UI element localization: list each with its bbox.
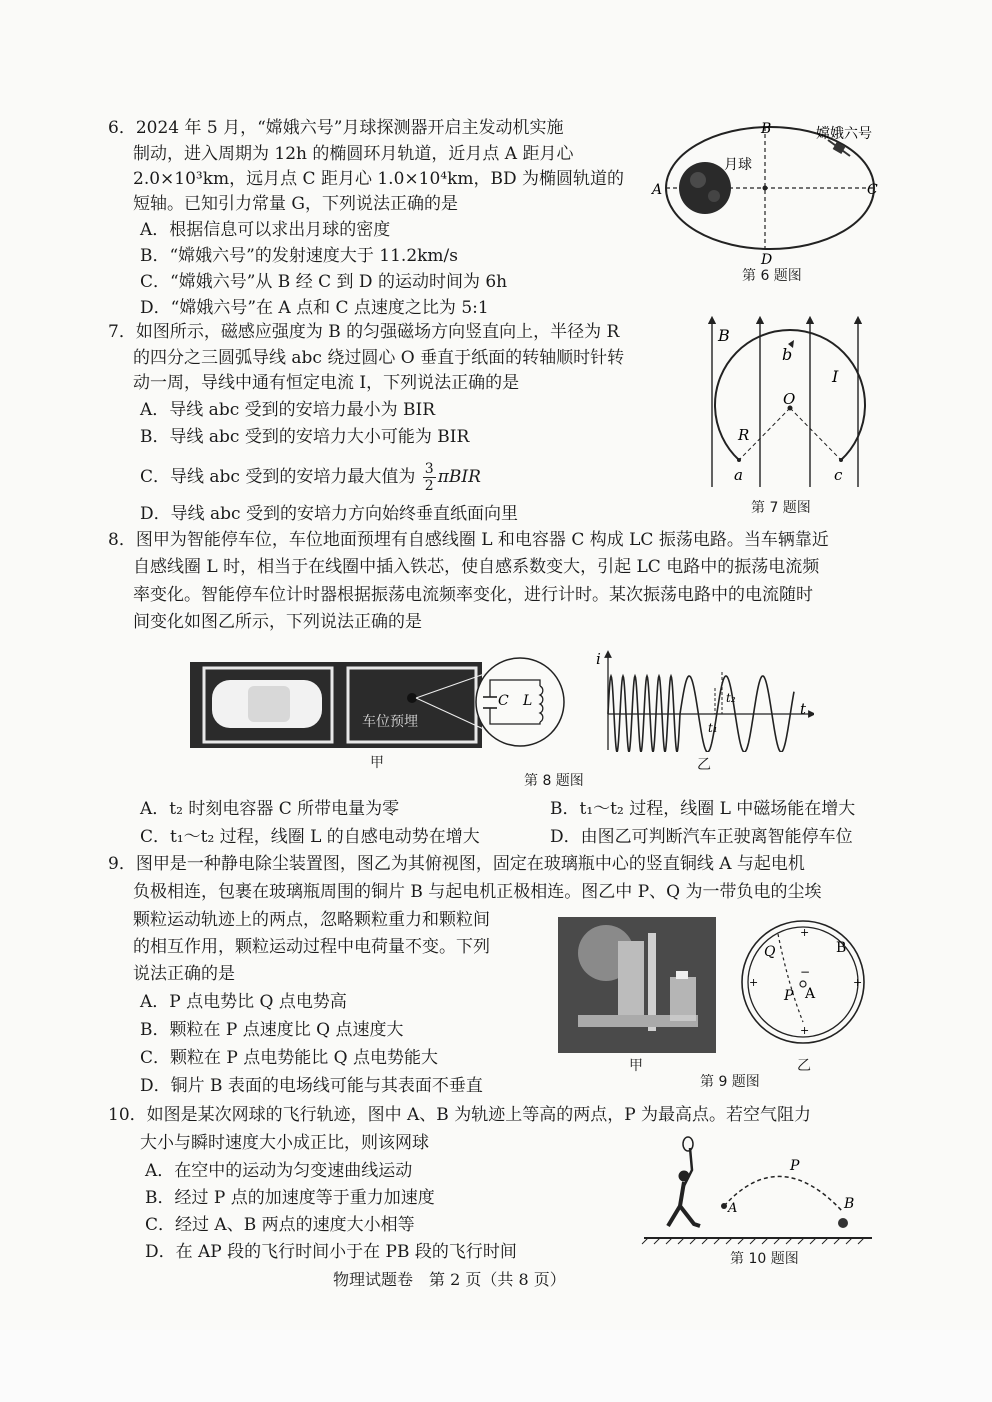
label-a-point: a (734, 466, 743, 484)
q9-caption: 第 9 题图 (700, 1074, 760, 1090)
q7-line-1: 7．如图所示，磁感应强度为 B 的匀强磁场方向竖直向上，半径为 R (108, 322, 620, 342)
q8-current-graph (594, 648, 814, 752)
q8-option-a: A．t₂ 时刻电容器 C 所带电量为零 (140, 799, 400, 819)
tennis-ball-icon (838, 1218, 848, 1228)
q6-option-c: C．“嫦娥六号”从 B 经 C 到 D 的运动时间为 6h (140, 272, 508, 292)
q6-option-a: A．根据信息可以求出月球的密度 (140, 220, 391, 240)
label-p: P (784, 988, 794, 1004)
sensor-icon (407, 693, 417, 703)
q10-caption: 第 10 题图 (730, 1251, 799, 1267)
tennis-player-icon (668, 1137, 700, 1226)
label-p: P (790, 1158, 800, 1174)
q9-line-5: 说法正确的是 (133, 964, 235, 984)
label-b-point: b (782, 345, 793, 364)
q9-line-4: 的相互作用，颗粒运动过程中电荷量不变。下列 (133, 937, 490, 957)
label-a: A (728, 1201, 738, 1216)
q9-photo-figure (558, 917, 716, 1053)
figure-yi-label: 乙 (797, 1058, 811, 1074)
label-d: D (761, 252, 773, 268)
label-b: B (844, 1196, 855, 1212)
label-field-b: B (718, 326, 730, 345)
q9-line-2: 负极相连，包裹在玻璃瓶周围的铜片 B 与起电机正极相连。图乙中 P、Q 为一带负电的尘埃 (133, 882, 822, 902)
label-b: B (761, 121, 772, 137)
q7-line-3: 动一周，导线中通有恒定电流 I，下列说法正确的是 (133, 373, 520, 393)
q10-option-d: D．在 AP 段的飞行时间小于在 PB 段的飞行时间 (145, 1242, 517, 1262)
q8-line-3: 率变化。智能停车位计时器根据振荡电流频率变化，进行计时。某次振荡电路中的电流随时 (133, 585, 813, 605)
q10-tennis-figure (640, 1134, 880, 1246)
label-t2: t₂ (726, 691, 736, 705)
label-moon: 月球 (724, 157, 752, 173)
label-t1: t₁ (708, 721, 718, 735)
svg-text:+: + (800, 1024, 810, 1037)
page-footer: 物理试题卷 第 2 页（共 8 页） (333, 1270, 566, 1289)
label-slot: 车位预埋 (362, 714, 418, 730)
q7-option-d: D．导线 abc 受到的安培力方向始终垂直纸面向里 (140, 504, 518, 524)
svg-text:+: + (749, 976, 759, 989)
q7-magnetic-figure (700, 312, 870, 492)
q6-line-2: 制动，进入周期为 12h 的椭圆环月轨道，近月点 A 距月心 (133, 144, 574, 164)
q8-caption: 第 8 题图 (524, 773, 584, 789)
q10-option-a: A．在空中的运动为匀变速曲线运动 (145, 1161, 413, 1181)
figure-jia-label: 甲 (370, 755, 384, 771)
label-q: Q (764, 944, 776, 960)
q10-option-c: C．经过 A、B 两点的速度大小相等 (145, 1215, 415, 1235)
q6-orbit-figure (650, 118, 900, 268)
q7-caption: 第 7 题图 (751, 500, 811, 516)
label-b: B (836, 940, 847, 956)
q9-line-3: 颗粒运动轨迹上的两点，忽略颗粒重力和颗粒间 (133, 910, 490, 930)
q7-option-a: A．导线 abc 受到的安培力最小为 BIR (140, 400, 436, 420)
glass-bottle-icon (670, 977, 696, 1021)
q6-option-b: B．“嫦娥六号”的发射速度大于 11.2km/s (140, 246, 459, 266)
label-probe: 嫦娥六号 (816, 126, 872, 142)
label-c: C (867, 182, 878, 198)
q10-line-2: 大小与瞬时速度大小成正比，则该网球 (140, 1133, 429, 1153)
q9-option-b: B．颗粒在 P 点速度比 Q 点速度大 (140, 1020, 404, 1040)
q8-line-1: 8．图甲为智能停车位，车位地面预埋有自感线圈 L 和电容器 C 构成 LC 振荡电路。当车辆靠近 (108, 530, 829, 550)
q9-line-1: 9．图甲是一种静电除尘装置图，图乙为其俯视图，固定在玻璃瓶中心的竖直铜线 A 与起电机 (108, 854, 805, 874)
q8-option-d: D．由图乙可判断汽车正驶离智能停车位 (550, 827, 853, 847)
q7-option-b: B．导线 abc 受到的安培力大小可能为 BIR (140, 427, 470, 447)
label-a: A (652, 182, 663, 198)
q10-option-b: B．经过 P 点的加速度等于重力加速度 (145, 1188, 435, 1208)
q8-option-c: C．t₁～t₂ 过程，线圈 L 的自感电动势在增大 (140, 827, 480, 847)
q7-option-c: C．导线 abc 受到的安培力最大值为 $\frac{3}{2}$ πBIR (140, 461, 481, 494)
svg-text:+: + (853, 976, 863, 989)
fraction: $\frac{3}{2}$ (424, 461, 434, 494)
q10-line-1: 10．如图是某次网球的飞行轨迹，图中 A、B 为轨迹上等高的两点，P 为最高点。若空气阻力 (108, 1105, 812, 1125)
label-l: L (523, 693, 533, 709)
label-a: A (805, 986, 816, 1002)
q8-line-4: 间变化如图乙所示，下列说法正确的是 (133, 612, 422, 632)
q9-option-d: D．铜片 B 表面的电场线可能与其表面不垂直 (140, 1076, 483, 1096)
q6-caption: 第 6 题图 (742, 268, 802, 284)
ball-trajectory (724, 1176, 843, 1212)
q8-option-b: B．t₁～t₂ 过程，线圈 L 中磁场能在增大 (550, 799, 856, 819)
label-t: t (800, 700, 807, 718)
figure-yi-label: 乙 (697, 757, 711, 773)
label-c: C (498, 693, 509, 709)
q8-parking-figure (190, 652, 570, 752)
q6-line-4: 短轴。已知引力常量 G，下列说法正确的是 (133, 194, 458, 214)
q9-option-a: A．P 点电势比 Q 点电势高 (140, 992, 347, 1012)
label-c-point: c (834, 466, 843, 484)
q9-top-view (740, 920, 870, 1048)
label-i: i (596, 650, 601, 668)
q8-line-2: 自感线圈 L 时，相当于在线圈中插入铁芯，使自感系数变大，引起 LC 电路中的振荡电流频 (133, 557, 820, 577)
figure-jia-label: 甲 (629, 1058, 643, 1074)
label-r: R (738, 426, 750, 444)
label-current: I (832, 367, 839, 386)
q7-line-2: 的四分之三圆弧导线 abc 绕过圆心 O 垂直于纸面的转轴顺时针转 (133, 348, 625, 368)
q6-option-d: D．“嫦娥六号”在 A 点和 C 点速度之比为 5:1 (140, 298, 489, 318)
q9-option-c: C．颗粒在 P 点电势能比 Q 点电势能大 (140, 1048, 438, 1068)
label-o: O (783, 390, 796, 408)
svg-text:+: + (800, 926, 810, 939)
svg-text:−: − (800, 965, 811, 979)
q6-line-3: 2.0×10³km，远月点 C 距月心 1.0×10⁴km，BD 为椭圆轨道的 (133, 169, 625, 189)
q6-line-1: 6．2024 年 5 月，“嫦娥六号”月球探测器开启主发动机实施 (108, 118, 564, 138)
scan-margin (0, 1330, 992, 1402)
